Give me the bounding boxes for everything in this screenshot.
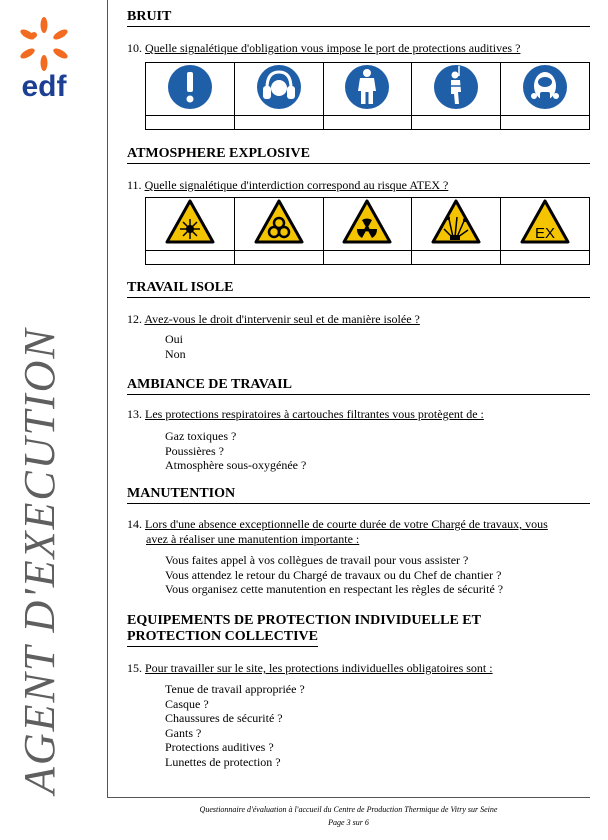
answers-15 (165, 682, 305, 770)
question-text: Lors d'une absence exceptionnelle de courte durée de votre Chargé de travaux, vous (145, 517, 548, 531)
sign-cell[interactable] (501, 198, 590, 251)
question-15 (127, 661, 582, 676)
radiation-warning-icon (342, 199, 392, 245)
answer-option[interactable]: Chaussures de sécurité ? (165, 711, 283, 726)
section-title-epi: EQUIPEMENTS DE PROTECTION INDIVIDUELLE ET (127, 613, 481, 628)
answer-cell[interactable] (323, 116, 412, 130)
answer-option[interactable]: Atmosphère sous-oxygénée ? (165, 458, 307, 473)
sign-cell[interactable] (501, 63, 590, 116)
protective-suit-icon (344, 64, 390, 110)
answers-13 (165, 429, 306, 473)
answer-option[interactable]: Oui (165, 332, 183, 346)
side-title: AGENT D'EXECUTION (15, 327, 64, 794)
answer-option[interactable]: Tenue de travail appropriée ? (165, 682, 305, 696)
answers-14 (165, 553, 503, 597)
question-text: Les protections respiratoires à cartouches filtrantes vous protègent de : (145, 407, 484, 421)
laser-warning-icon (165, 199, 215, 245)
answer-cell[interactable] (146, 251, 235, 265)
answer-option[interactable]: Vous faites appel à vos collègues de travail pour vous assister ? (165, 553, 469, 567)
section-title-manutention: MANUTENTION (127, 486, 590, 504)
exclamation-mandatory-icon (167, 64, 213, 110)
answer-option[interactable]: Protections auditives ? (165, 740, 274, 755)
answers-12 (165, 332, 186, 361)
footer-line (107, 797, 590, 798)
answer-cell[interactable] (323, 251, 412, 265)
sign-cell[interactable] (412, 198, 501, 251)
answer-option[interactable]: Vous attendez le retour du Chargé de travaux ou du Chef de chantier ? (165, 567, 502, 582)
section-title-isole: TRAVAIL ISOLE (127, 280, 590, 298)
sign-cell[interactable] (323, 198, 412, 251)
answer-option[interactable]: Gants ? (165, 725, 202, 740)
section-title-ambiance: AMBIANCE DE TRAVAIL (127, 377, 590, 395)
question-number: 10. (127, 41, 142, 55)
question-11 (127, 178, 582, 193)
question-13 (127, 407, 582, 422)
answer-option[interactable]: Gaz toxiques ? (165, 429, 237, 443)
explosive-warning-icon (431, 199, 481, 245)
sign-cell[interactable] (234, 63, 323, 116)
question-10 (127, 41, 582, 56)
answer-option[interactable]: Non (165, 346, 186, 361)
section-title-epi-line2: PROTECTION COLLECTIVE (127, 629, 318, 647)
sign-cell[interactable] (146, 63, 235, 116)
question-text-continued: avez à réaliser une manutention importante : (146, 532, 360, 546)
sign-cell[interactable] (234, 198, 323, 251)
footer-caption: Questionnaire d'évaluation à l'accueil du Centre de Production Thermique de Vitry sur Seine (199, 805, 498, 814)
edf-logo (8, 10, 80, 100)
mandatory-signs-table (145, 62, 590, 130)
question-text: Quelle signalétique d'interdiction correspond au risque ATEX ? (144, 178, 449, 192)
biohazard-warning-icon (254, 199, 304, 245)
question-number: 11. (127, 178, 142, 192)
sign-cell[interactable] (323, 63, 412, 116)
answer-cell[interactable] (412, 251, 501, 265)
logo-text: edf (21, 70, 67, 100)
section-title-bruit: BRUIT (127, 9, 590, 27)
answer-cell[interactable] (146, 116, 235, 130)
question-12 (127, 312, 582, 327)
answer-cell[interactable] (234, 251, 323, 265)
answer-option[interactable]: Vous organisez cette manutention en respectant les règles de sécurité ? (165, 582, 504, 597)
question-14 (127, 517, 582, 547)
harness-icon (433, 64, 479, 110)
warning-signs-table (145, 197, 590, 265)
respirator-mask-icon (522, 64, 568, 110)
question-number: 12. (127, 312, 142, 326)
answer-cell[interactable] (234, 116, 323, 130)
section-title-atex: ATMOSPHERE EXPLOSIVE (127, 146, 590, 164)
ear-protection-icon (256, 64, 302, 110)
question-number: 14. (127, 517, 142, 531)
answer-option[interactable]: Casque ? (165, 696, 209, 711)
sign-cell[interactable] (412, 63, 501, 116)
ex-label: EX (535, 224, 556, 242)
ex-warning-icon (520, 199, 570, 245)
answer-cell[interactable] (501, 116, 590, 130)
page-number: Page 3 sur 6 (328, 818, 369, 827)
question-text: Pour travailler sur le site, les protections individuelles obligatoires sont : (145, 661, 493, 675)
question-text: Avez-vous le droit d'intervenir seul et de manière isolée ? (144, 312, 420, 326)
answer-option[interactable]: Lunettes de protection ? (165, 754, 281, 769)
answer-cell[interactable] (501, 251, 590, 265)
question-text: Quelle signalétique d'obligation vous impose le port de protections auditives ? (145, 41, 521, 55)
question-number: 13. (127, 407, 142, 421)
question-number: 15. (127, 661, 142, 675)
margin-line (107, 0, 108, 797)
answer-option[interactable]: Poussières ? (165, 443, 224, 458)
sign-cell[interactable] (146, 198, 235, 251)
answer-cell[interactable] (412, 116, 501, 130)
